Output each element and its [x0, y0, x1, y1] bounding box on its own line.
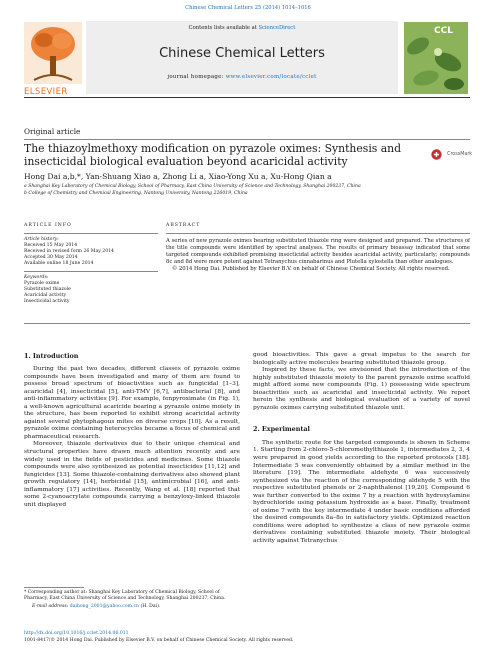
contents-line: Contents lists available at ScienceDirect	[188, 25, 296, 31]
issn-copyright: 1001-8417/© 2014 Hong Dai. Published by Elsevier B.V. on behalf of Chinese Chemical Society. All rights reserved.	[24, 638, 294, 643]
authors: Hong Dai a,b,*, Yan-Shuang Xiao a, Zhong Li a, Xiao-Yong Xu a, Xu-Hong Qian a	[24, 172, 332, 181]
intro-heading: 1. Introduction	[24, 352, 79, 360]
keyword-item: Acaricidal activity	[24, 293, 67, 299]
affiliation-a: a Shanghai Key Laboratory of Chemical Biology, School of Pharmacy, East China University of Science and Technology, Shanghai 200237, China	[24, 184, 361, 189]
crossmark-icon	[431, 149, 442, 160]
intro-paragraph: Moreover, thiazole derivatives due to their unique chemical and structural properties have drawn much attention recently and are widely used in the fields of pesticides and medicines. Some thiazole compounds were also synthesized as potential insecticides [11,12] and fungicides [13]. Some thiazole-containing derivatives also showed plant growth regulatory [14], herbicidal [15], antimicrobial [16], and anti-inflammatory [17] activities. Recently, Wang et al. [18] reported that some 2-cyanoacrylate compounds carrying a benzyloxy-linked thiazole unit displayed	[24, 441, 240, 508]
elsevier-logo[interactable]	[24, 22, 82, 97]
journal-cover-image[interactable]	[404, 22, 468, 94]
cover-badge: CCL	[434, 26, 453, 36]
intro-body	[24, 366, 240, 509]
elsevier-tree-icon	[24, 22, 82, 84]
affiliation-b: b College of Chemistry and Chemical Engineering, Nantong University, Nantong 226019, China	[24, 191, 248, 196]
history-label: Article history:	[24, 237, 59, 242]
section-type: Original article	[24, 127, 81, 136]
abstract-heading: ABSTRACT	[166, 223, 201, 228]
elsevier-wordmark: ELSEVIER	[24, 87, 68, 97]
right-paragraph: Inspired by these facts, we envisioned that the introduction of the highly substituted thiazole moiety to the parent pyrazole oxime scaffold might afford some new compounds (Fig. 1) possessing wide spectrum bioactivities such as acaricidal and insecticidal activity. We report herein the synthesis and biological evaluation of a variety of novel pyrazole oximes carrying substituted thiazole unit.	[253, 367, 470, 411]
keyword-item: Pyrazole oxime	[24, 281, 60, 287]
article-info-heading: ARTICLE INFO	[24, 223, 72, 228]
masthead-box	[86, 21, 398, 94]
abstract-text: A series of new pyrazole oximes bearing substituted thiazole ring were designed and prepared. The structures of the title compounds were identified by spectral analyses. The results of primary bioassay indicated that some targeted compounds exhibited promising insecticidal activity besides acaricidal activity, particularly; compounds 8c and 8d were more potent against Tetranychus cinnabarinus and Plutella xylostella than other analogues.	[166, 238, 470, 266]
journal-title: Chinese Chemical Letters	[159, 45, 325, 61]
sciencedirect-link[interactable]: ScienceDirect	[258, 25, 296, 31]
right-column-body	[253, 352, 470, 546]
keyword-item: Substituted thiazole	[24, 287, 71, 293]
experimental-heading: 2. Experimental	[253, 425, 310, 434]
keywords	[24, 275, 158, 305]
history-revised: Received in revised form 26 May 2014	[24, 249, 114, 255]
email-line: E-mail address: daihong_2001@yahoo.com.cn (H. Dai).	[32, 604, 161, 610]
history-received: Received 15 May 2014	[24, 243, 78, 249]
crossmark-label: CrossMark	[447, 152, 473, 157]
homepage-link[interactable]: www.elsevier.com/locate/cclet	[225, 73, 317, 80]
history-online: Available online 18 June 2014	[24, 261, 94, 267]
journal-reference: Chinese Chemical Letters 25 (2014) 1014–1016	[185, 5, 311, 11]
keywords-label: Keywords:	[24, 275, 49, 280]
crossmark-badge[interactable]	[431, 144, 475, 156]
keyword-item: Insecticidal activity	[24, 299, 70, 305]
email-link[interactable]: daihong_2001@yahoo.com.cn	[69, 604, 139, 610]
article-title: The thiazoylmethoxy modification on pyrazole oximes: Synthesis and insecticidal biological evaluation beyond acaricidal activity	[24, 142, 402, 169]
intro-paragraph: During the past two decades, different classes of pyrazole oxime compounds have been investigated and many of them are found to possess broad spectrum of bioactivities such as fungicidal [1–3], acaricidal [4], insecticidal [5], anti-TMV [6,7], antibacterial [8], and anti-inflammatory activities [9]. For example, fenpyroximate (in Fig. 1), a well-known agricultural acaricide bearing a pyrazole oxime moiety in the structure, has been reported to exhibit strong acaricidal activity against several phytophagous mites on diverse crops [10]. As a result, pyrazole oxime containing heterocycles became a focus of chemical and pharmaceutical research.	[24, 366, 240, 440]
footnotes	[24, 590, 240, 610]
experimental-paragraph: The synthetic route for the targeted compounds is shown in Scheme 1. Starting from 2-chloro-5-chloromethylthiazole 1, intermediates 2, 3, 4 were prepared in good yields according to the reported protocols [18]. Intermediate 5 was conveniently obtained by a similar method in the literature [19]. The intermediate aldehyde 6 was successively synthesized via the reaction of the corresponding aldehyde 5 with the respective substituted phenols or 2-naphthalenol [19,20]. Compound 6 was further converted to the oxime 7 by a reaction with hydroxylamine hydrochloride using potassium hydroxide as a base. Finally, treatment of oxime 7 with the key intermediate 4 under basic conditions afforded the desired compounds 8a–8o in satisfactory yields. Optimized reaction conditions were adopted to synthesize a class of new pyrazole oxime derivatives containing substituted thiazole moiety. Their biological activity against Tetranychus	[253, 439, 470, 545]
right-paragraph: good bioactivities. This gave a great impetus to the search for biologically active molecules bearing substituted thiazole group.	[253, 352, 470, 366]
article-history	[24, 237, 158, 267]
abstract	[166, 238, 470, 273]
doi-link[interactable]: http://dx.doi.org/10.1016/j.cclet.2014.06.011	[24, 631, 129, 636]
history-accepted: Accepted 30 May 2014	[24, 255, 78, 261]
corresponding-author-note: * Corresponding author at: Shanghai Key Laboratory of Chemical Biology, School of Pharmacy, East China University of Science and Technology, Shanghai 200237, China.	[24, 590, 226, 602]
homepage-line: journal homepage: www.elsevier.com/locate/cclet	[167, 73, 317, 80]
abstract-copyright: © 2014 Hong Dai. Published by Elsevier B.V. on behalf of Chinese Chemical Society. All rights reserved.	[172, 266, 450, 273]
